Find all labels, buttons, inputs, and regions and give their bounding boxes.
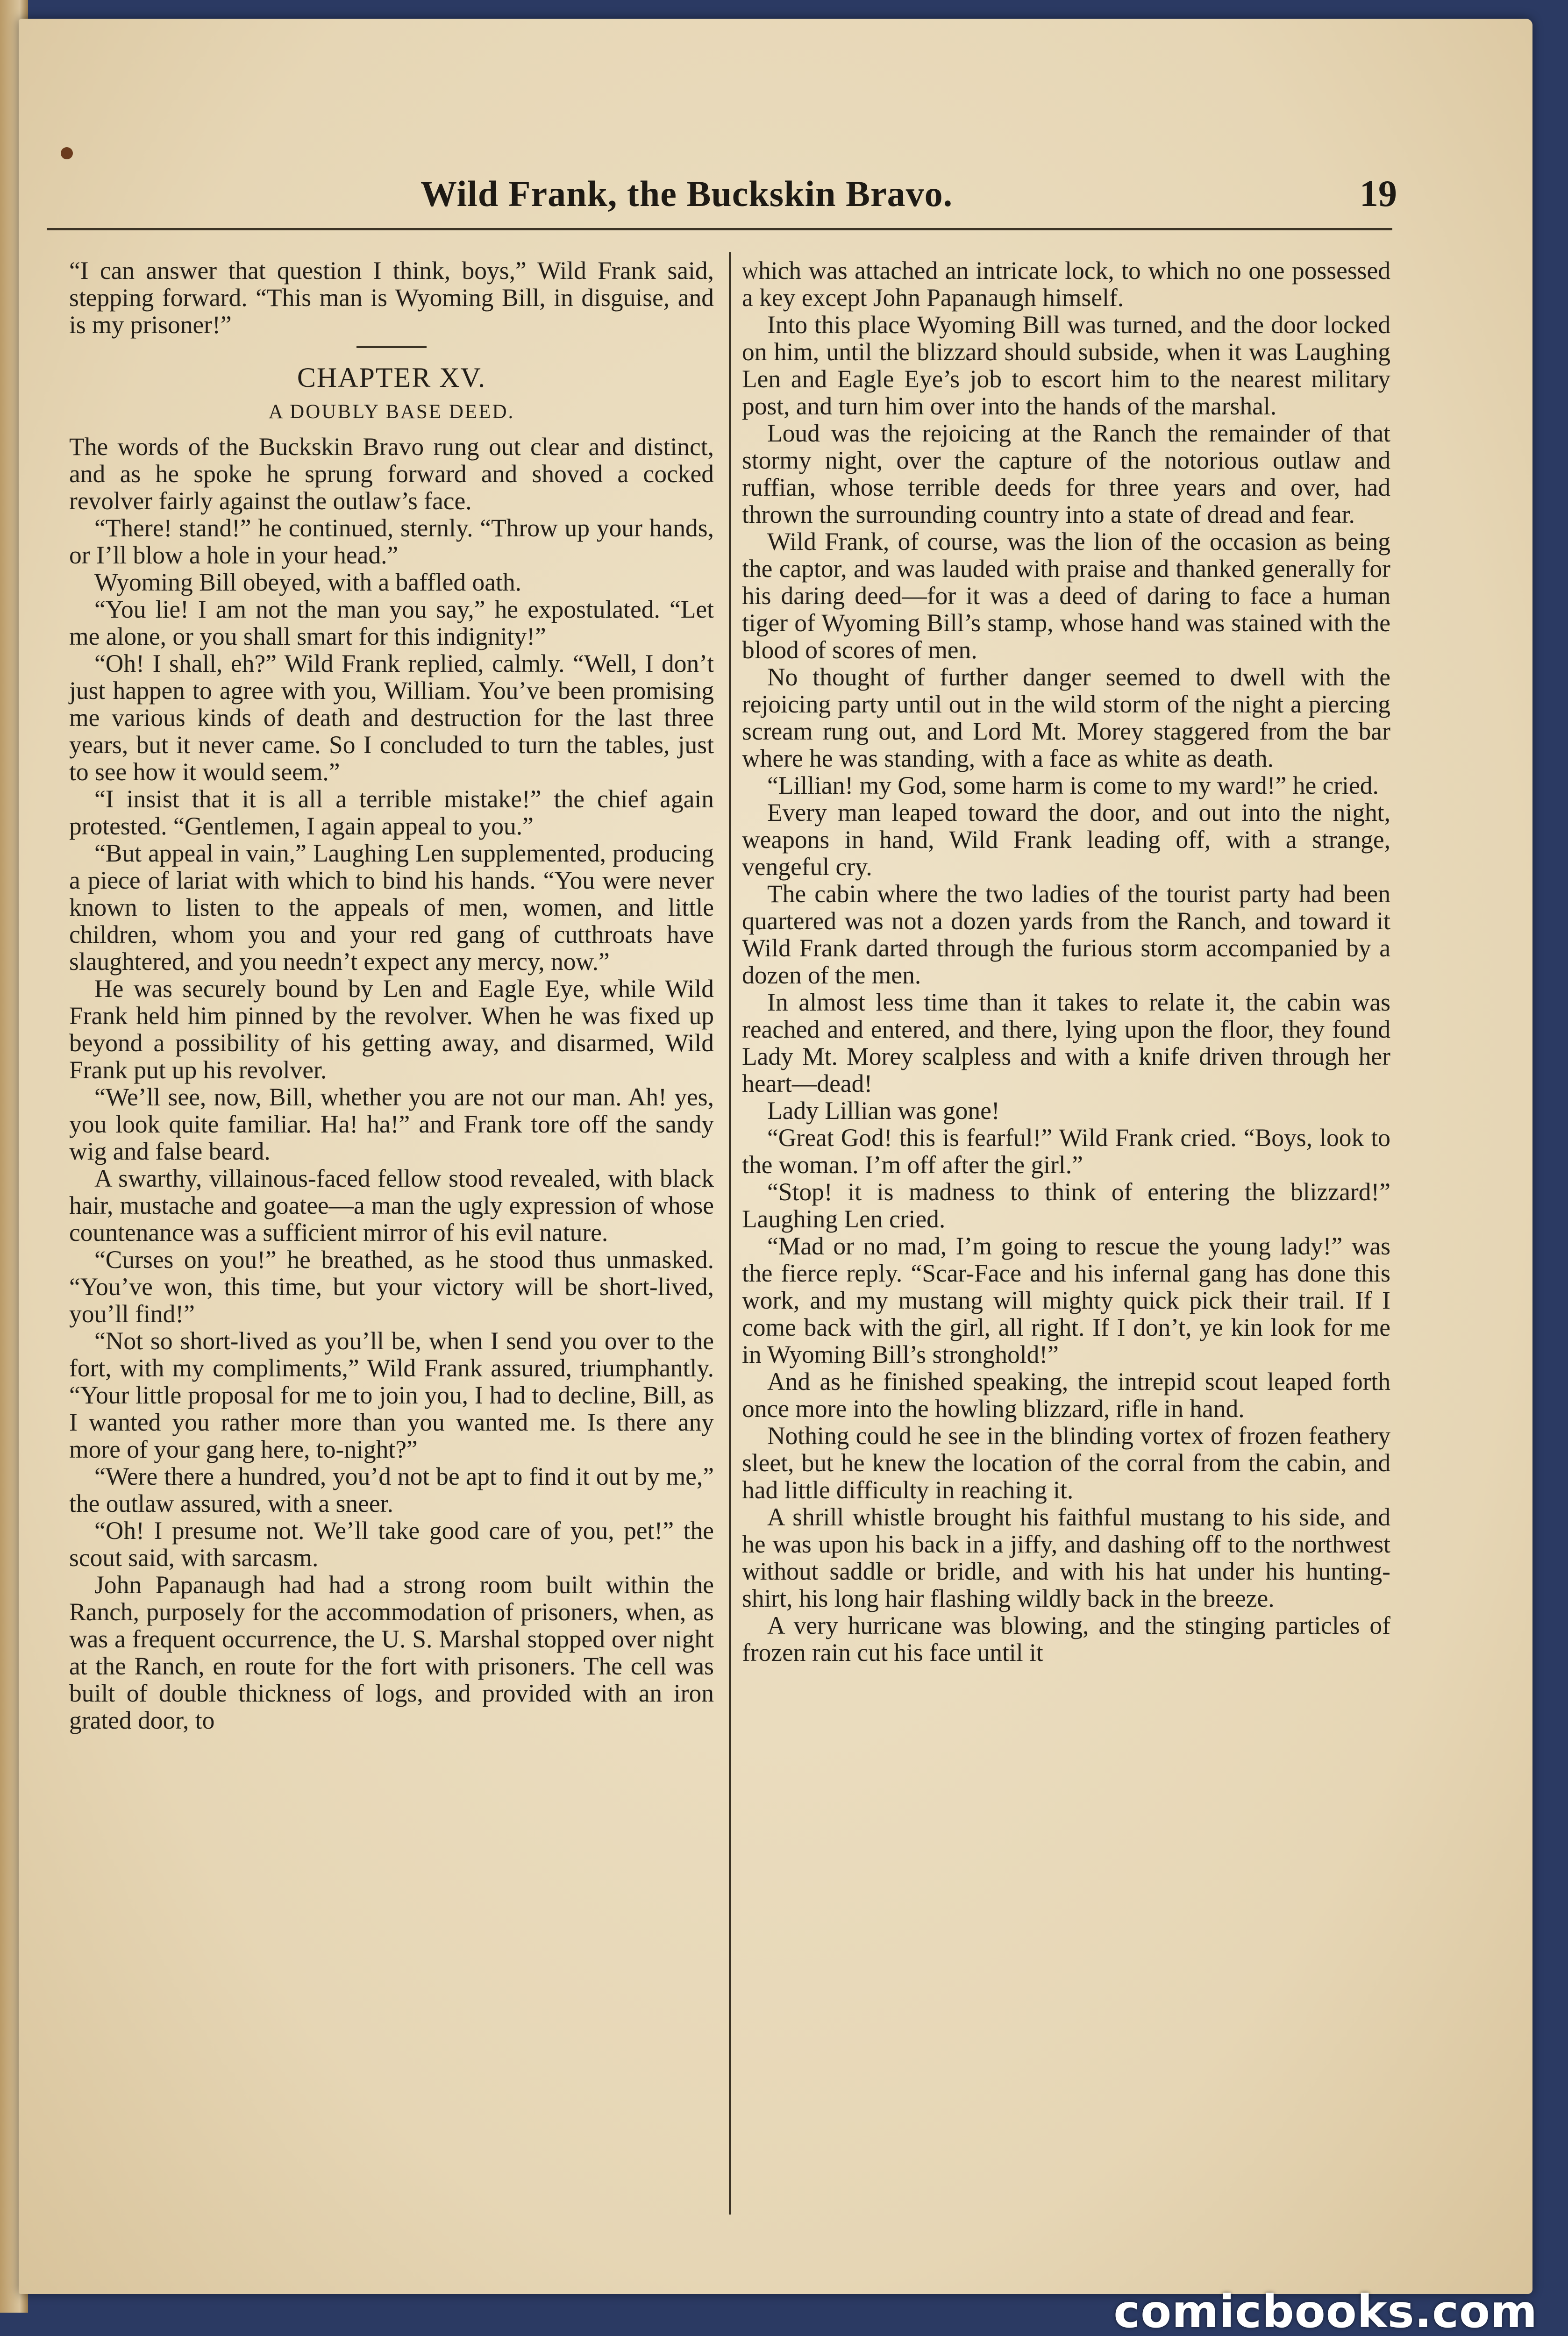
chapter-title: CHAPTER XV. — [297, 362, 486, 393]
paragraph: “Lillian! my God, some harm is come to my ward!” he cried. — [767, 771, 1379, 799]
paragraph: “We’ll see, now, Bill, whether you are not our man. Ah! yes, you look quite familiar. Ha! ha!” and Frank tore off the sandy wig and false beard. — [69, 1083, 714, 1165]
paragraph: Every man leaped toward the door, and out into the night, weapons in hand, Wild Frank leading off, with a strange, vengeful cry. — [742, 798, 1390, 881]
paragraph: The words of the Buckskin Bravo rung out clear and distinct, and as he spoke he sprung forward and shoved a cocked revolver fairly against the outlaw’s face. — [69, 433, 714, 515]
left-column — [69, 257, 714, 1734]
paragraph: “Not so short-lived as you’ll be, when I send you over to the fort, with my compliments,” Wild Frank assured, triumphantly. “Your little proposal for me to join you, I had to decline, Bill, as I wanted you rather more than you wanted me. Is there any more of your gang here, to-night?” — [69, 1327, 714, 1463]
chapter-rule — [356, 346, 427, 348]
header-title: Wild Frank, the Buckskin Bravo. — [421, 173, 953, 214]
paragraph: John Papanaugh had had a strong room built within the Ranch, purposely for the accommodation of prisoners, when, as was a frequent occurrence, the U. S. Marshal stopped over night at the Ranch, en route for the fort with prisoners. The cell was built of double thickness of logs, and provided with an iron grated door, to — [69, 1571, 714, 1734]
chapter-subtitle: A DOUBLY BASE DEED. — [268, 401, 515, 423]
paragraph: “I insist that it is all a terrible mistake!” the chief again protested. “Gentlemen, I again appeal to you.” — [69, 785, 714, 840]
paragraph: Wyoming Bill obeyed, with a baffled oath. — [94, 568, 522, 596]
paragraph: The cabin where the two ladies of the tourist party had been quartered was not a dozen yards from the Ranch, and toward it Wild Frank darted through the furious storm accompanied by a dozen of the men. — [742, 880, 1390, 989]
paragraph: “Stop! it is madness to think of entering the blizzard!” Laughing Len cried. — [742, 1178, 1390, 1233]
paragraph: “Were there a hundred, you’d not be apt to find it out by me,” the outlaw assured, with a sneer. — [69, 1462, 714, 1517]
column-divider — [729, 252, 731, 2215]
paragraph: which was attached an intricate lock, to which no one possessed a key except John Papanaugh himself. — [742, 256, 1390, 312]
paragraph: “Oh! I presume not. We’ll take good care of you, pet!” the scout said, with sarcasm. — [69, 1517, 714, 1572]
ink-spot — [61, 147, 73, 159]
paragraph: “Great God! this is fearful!” Wild Frank cried. “Boys, look to the woman. I’m off after the girl.” — [742, 1124, 1390, 1179]
paragraph: A shrill whistle brought his faithful mustang to his side, and he was upon his back in a jiffy, and dashing off to the northwest without saddle or bridle, and with his hat under his hunting-shirt, his long hair flashing wildly back in the breeze. — [742, 1503, 1390, 1612]
paragraph: In almost less time than it takes to relate it, the cabin was reached and entered, and there, lying upon the floor, they found Lady Mt. Morey scalpless and with a knife driven through her heart—dead! — [742, 988, 1390, 1097]
paragraph: “I can answer that question I think, boys,” Wild Frank said, stepping forward. “This man is Wyoming Bill, in disguise, and is my prisoner!” — [69, 256, 714, 339]
paragraph: “Mad or no mad, I’m going to rescue the young lady!” was the fierce reply. “Scar-Face and his infernal gang has done this work, and my mustang will mighty quick pick their trail. If I come back with the girl, all right. If I don’t, ye kin look for me in Wyoming Bill’s stronghold!” — [742, 1232, 1390, 1368]
paragraph: “There! stand!” he continued, sternly. “Throw up your hands, or I’ll blow a hole in your head.” — [69, 514, 714, 569]
paragraph: Loud was the rejoicing at the Ranch the remainder of that stormy night, over the capture of the notorious outlaw and ruffian, whose terrible deeds for three years and over, had thrown the surrounding country into a state of dread and fear. — [742, 419, 1390, 528]
paragraph: Nothing could he see in the blinding vortex of frozen feathery sleet, but he knew the location of the corral from the cabin, and had little difficulty in reaching it. — [742, 1422, 1390, 1504]
paragraph: Wild Frank, of course, was the lion of the occasion as being the captor, and was lauded with praise and thanked generally for his daring deed—for it was a deed of daring to face a human tiger of Wyoming Bill’s stamp, whose hand was stained with the blood of scores of men. — [742, 527, 1390, 664]
paragraph: “You lie! I am not the man you say,” he expostulated. “Let me alone, or you shall smart for this indignity!” — [69, 595, 714, 650]
book-page — [19, 19, 1532, 2294]
paragraph: A swarthy, villainous-faced fellow stood revealed, with black hair, mustache and goatee—a man the ugly expression of whose countenance was a sufficient mirror of his evil nature. — [69, 1164, 714, 1246]
header-rule — [47, 228, 1392, 230]
paragraph: “Oh! I shall, eh?” Wild Frank replied, calmly. “Well, I don’t just happen to agree with you, William. You’ve been promising me various kinds of death and destruction for the last three years, but it never came. So I concluded to turn the tables, just to see how it would seem.” — [69, 649, 714, 786]
site-watermark: comicbooks.com — [1113, 2286, 1538, 2336]
paragraph: He was securely bound by Len and Eagle Eye, while Wild Frank held him pinned by the revolver. When he was fixed up beyond a possibility of his getting away, and disarmed, Wild Frank put up his revolver. — [69, 975, 714, 1084]
paragraph: A very hurricane was blowing, and the stinging particles of frozen rain cut his face until it — [742, 1611, 1390, 1667]
paragraph: Into this place Wyoming Bill was turned, and the door locked on him, until the blizzard should subside, when it was Laughing Len and Eagle Eye’s job to escort him to the nearest military post, and turn him over into the hands of the marshal. — [742, 311, 1390, 420]
paragraph: “Curses on you!” he breathed, as he stood thus unmasked. “You’ve won, this time, but your victory will be short-lived, you’ll find!” — [69, 1246, 714, 1328]
paragraph: “But appeal in vain,” Laughing Len supplemented, producing a piece of lariat with which to bind his hands. “You were never known to listen to the appeals of men, women, and little children, whom you and your red gang of cutthroats have slaughtered, and you needn’t expect any mercy, now.” — [69, 839, 714, 976]
right-column — [742, 257, 1390, 1666]
paragraph: No thought of further danger seemed to dwell with the rejoicing party until out in the wild storm of the night a piercing scream rung out, and Lord Mt. Morey staggered from the bar where he was standing, with a face as white as death. — [742, 663, 1390, 772]
paragraph: And as he finished speaking, the intrepid scout leaped forth once more into the howling blizzard, rifle in hand. — [742, 1367, 1390, 1423]
page-number: 19 — [1360, 173, 1397, 214]
paragraph: Lady Lillian was gone! — [767, 1097, 1000, 1125]
running-header — [402, 173, 1397, 229]
